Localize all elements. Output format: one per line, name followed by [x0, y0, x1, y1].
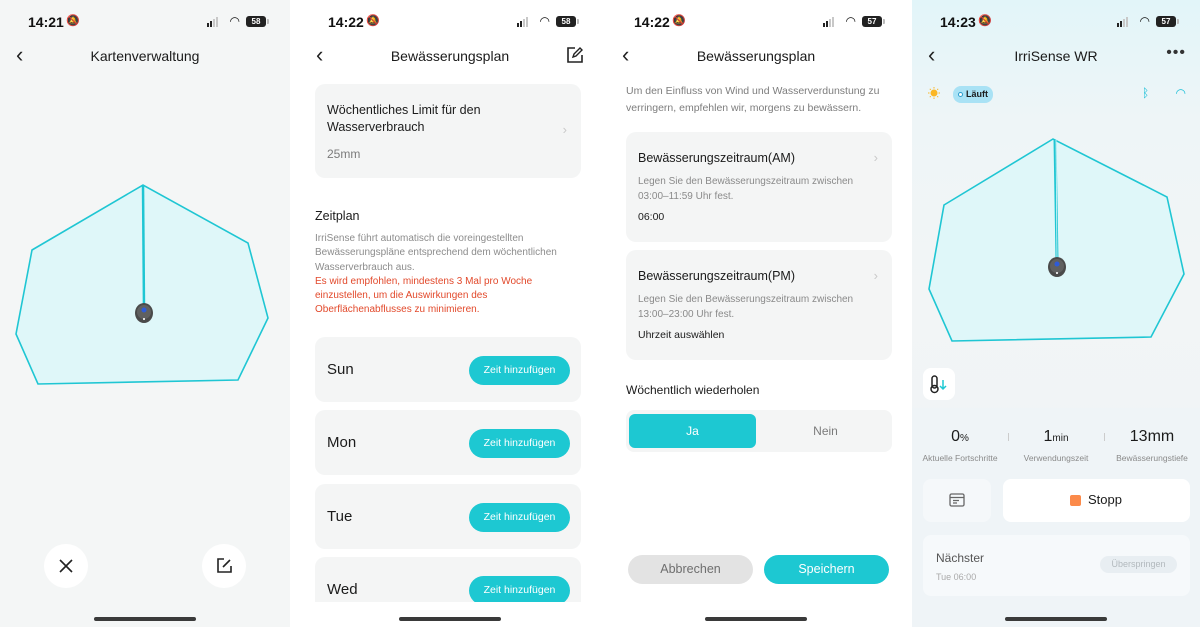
page-title: Bewässerungsplan — [390, 48, 510, 64]
save-button[interactable]: Speichern — [764, 555, 889, 584]
weekly-no-option[interactable]: Nein — [813, 424, 838, 438]
signal-icon — [823, 17, 834, 27]
calendar-icon — [923, 479, 991, 522]
soil-temperature-button[interactable] — [923, 368, 955, 400]
period-value: Uhrzeit auswählen — [638, 329, 725, 341]
screen-map-management — [0, 0, 290, 627]
schedule-title: Zeitplan — [315, 209, 360, 223]
close-button[interactable] — [44, 544, 88, 588]
day-label: Wed — [327, 581, 358, 598]
stat-value: 13mm — [1129, 428, 1175, 445]
day-label: Sun — [327, 361, 354, 378]
add-time-button[interactable]: Zeit hinzufügen — [469, 576, 570, 602]
schedule-description — [315, 232, 585, 318]
stop-button[interactable] — [1003, 479, 1190, 522]
day-list — [300, 330, 600, 602]
home-indicator — [1005, 617, 1107, 621]
status-time: 14:22 — [634, 14, 670, 30]
status-bar — [912, 12, 1200, 32]
sun-icon — [928, 87, 940, 99]
add-time-button[interactable]: Zeit hinzufügen — [469, 356, 570, 385]
stat-label: Verwendungszeit — [1023, 453, 1089, 463]
page-title: IrriSense WR — [1014, 48, 1098, 64]
status-time: 14:21 — [28, 14, 64, 30]
period-title: Bewässerungszeitraum(PM) — [638, 269, 795, 283]
weekly-repeat-toggle — [626, 410, 892, 452]
stat-value: 0 — [951, 428, 960, 445]
zone-map[interactable] — [912, 120, 1200, 365]
back-button[interactable]: ‹ — [16, 42, 24, 67]
weekly-repeat-title: Wöchentlich wiederholen — [626, 383, 760, 397]
status-bar — [0, 12, 290, 32]
zone-map[interactable] — [0, 170, 290, 400]
chevron-right-icon: › — [873, 268, 878, 283]
status-bar — [606, 12, 906, 32]
schedule-info-text: IrriSense führt automatisch die voreingestellten Bewässerungspläne entsprechend dem wöchentlichen Wasserverbrauch aus. — [315, 233, 557, 273]
next-run-title: Nächster — [936, 551, 985, 565]
wifi-icon: ◠ — [229, 14, 240, 28]
wifi-icon: ◠ — [845, 14, 856, 28]
stat-irrigation-depth — [1104, 428, 1200, 463]
chevron-right-icon: › — [873, 150, 878, 165]
signal-icon — [207, 17, 218, 27]
skip-button[interactable]: Überspringen — [1100, 556, 1177, 573]
sprinkler-icon — [1048, 257, 1066, 277]
device-wifi-icon: ◠ — [1175, 86, 1186, 100]
more-menu-button[interactable]: ••• — [1166, 44, 1186, 61]
close-icon — [58, 558, 74, 574]
add-time-button[interactable]: Zeit hinzufügen — [469, 503, 570, 532]
edit-icon — [215, 557, 233, 575]
stat-unit: % — [960, 433, 969, 444]
day-label: Mon — [327, 434, 357, 451]
stop-icon — [1070, 495, 1081, 506]
period-am-card[interactable] — [626, 132, 892, 242]
chevron-right-icon: › — [562, 122, 567, 137]
battery-icon: 57 — [862, 16, 882, 27]
stat-usage-time — [1008, 428, 1104, 463]
weekly-limit-card[interactable] — [315, 84, 581, 178]
edit-icon[interactable] — [566, 46, 584, 64]
screen-irrigation-plan — [300, 0, 600, 627]
stat-value: 1 — [1043, 428, 1053, 445]
status-time: 14:23 — [940, 14, 976, 30]
day-row-wed — [315, 557, 581, 602]
day-row-sun — [315, 337, 581, 402]
back-button[interactable]: ‹ — [622, 42, 630, 67]
stop-label: Stopp — [1088, 492, 1122, 507]
mute-bell-icon: 🔕 — [672, 15, 686, 27]
status-time: 14:22 — [328, 14, 364, 30]
nav-bar — [912, 40, 1200, 72]
day-label: Tue — [327, 508, 353, 525]
nav-bar — [606, 40, 906, 72]
bluetooth-icon: ᛒ — [1142, 86, 1150, 100]
back-button[interactable]: ‹ — [316, 42, 324, 67]
status-bar — [300, 12, 600, 32]
page-title: Bewässerungsplan — [696, 48, 816, 64]
wifi-icon: ◠ — [539, 14, 550, 28]
home-indicator — [705, 617, 807, 621]
battery-icon: 57 — [1156, 16, 1176, 27]
mute-bell-icon: 🔕 — [66, 15, 80, 27]
schedule-warning-text: Es wird empfohlen, mindestens 3 Mal pro Woche einzustellen, um die Auswirkungen des Oberflächenabflusses zu minimieren. — [315, 275, 533, 316]
screen-irrigation-period — [606, 0, 906, 627]
battery-icon: 58 — [556, 16, 576, 27]
period-hint: Legen Sie den Bewässerungszeitraum zwischen 03:00–11:59 Uhr fest. — [638, 176, 854, 202]
weekly-limit-title: Wöchentliches Limit für den Wasserverbrauch — [327, 103, 481, 134]
next-run-card — [923, 535, 1190, 596]
home-indicator — [399, 617, 501, 621]
thermometer-down-icon — [923, 368, 955, 400]
nav-bar — [0, 40, 290, 72]
day-row-tue — [315, 484, 581, 549]
status-badge: Läuft — [953, 86, 993, 103]
day-row-mon — [315, 410, 581, 475]
sprinkler-icon — [135, 303, 153, 323]
period-pm-card[interactable] — [626, 250, 892, 360]
wifi-icon: ◠ — [1139, 14, 1150, 28]
period-hint: Legen Sie den Bewässerungszeitraum zwischen 13:00–23:00 Uhr fest. — [638, 294, 854, 320]
stat-progress — [912, 428, 1008, 463]
screen-device — [912, 0, 1200, 627]
battery-icon: 58 — [246, 16, 266, 27]
nav-bar — [300, 40, 600, 72]
weekly-limit-value: 25mm — [327, 147, 361, 161]
signal-icon — [1117, 17, 1128, 27]
signal-icon — [517, 17, 528, 27]
mute-bell-icon: 🔕 — [366, 15, 380, 27]
page-title: Kartenverwaltung — [90, 48, 200, 64]
schedule-button[interactable] — [923, 479, 991, 522]
weekly-yes-option[interactable]: Ja — [629, 414, 756, 448]
period-title: Bewässerungszeitraum(AM) — [638, 151, 795, 165]
next-run-time: Tue 06:00 — [936, 572, 977, 582]
mute-bell-icon: 🔕 — [978, 15, 992, 27]
add-time-button[interactable]: Zeit hinzufügen — [469, 429, 570, 458]
cancel-button[interactable]: Abbrechen — [628, 555, 753, 584]
back-button[interactable]: ‹ — [928, 42, 936, 67]
stat-unit: min — [1052, 433, 1069, 444]
period-value: 06:00 — [638, 211, 665, 223]
stat-label: Aktuelle Fortschritte — [922, 453, 998, 463]
stat-label: Bewässerungstiefe — [1116, 453, 1188, 463]
recommendation-text: Um den Einfluss von Wind und Wasserverdunstung zu verringern, empfehlen wir, morgens zu bewässern. — [626, 85, 880, 114]
edit-map-button[interactable] — [202, 544, 246, 588]
home-indicator — [94, 617, 196, 621]
